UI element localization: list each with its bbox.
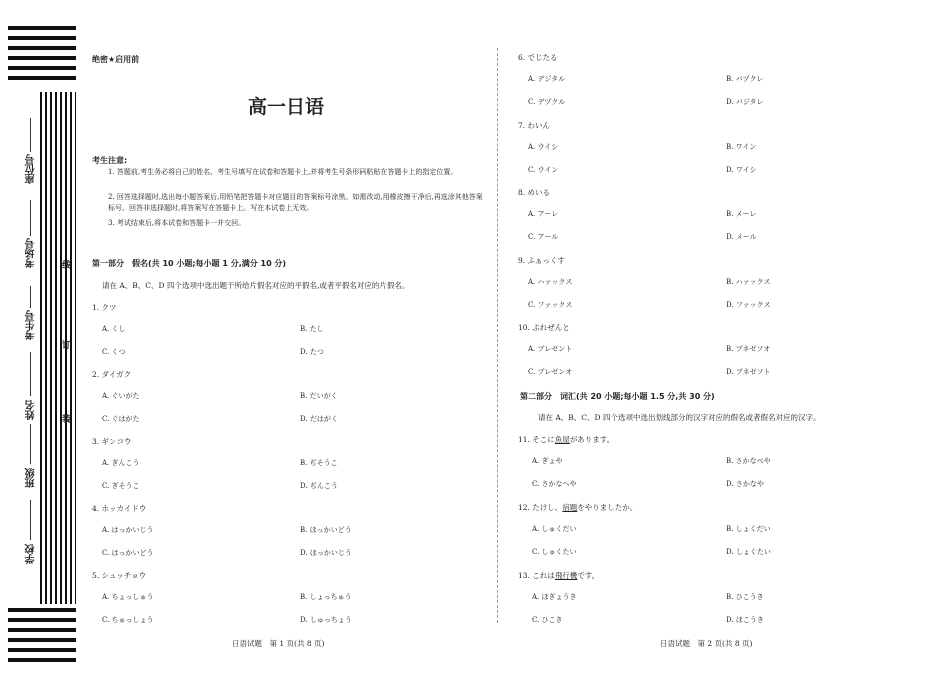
exam-title: 高一日语 — [248, 96, 325, 118]
option-c: C. しゅくたい — [532, 548, 577, 556]
question-stem — [518, 434, 614, 445]
option-d: D. ぢんこう — [300, 482, 338, 490]
page-divider — [497, 48, 499, 623]
option-b: B. ひこうき — [726, 593, 764, 601]
option-c: C. アール — [528, 233, 559, 241]
option-c: C. ひこき — [532, 616, 563, 624]
option-d: D. たつ — [300, 348, 324, 356]
seal-bind-char: 装 — [62, 415, 72, 425]
fill-line — [30, 500, 31, 540]
option-c: C. プレゼンオ — [528, 368, 573, 376]
underlined-word: 宿題 — [562, 503, 578, 512]
stripe — [8, 648, 76, 652]
binding-margin — [0, 0, 90, 688]
question-stem: 5. シュッチョウ — [92, 571, 147, 580]
stripe — [8, 638, 76, 642]
option-b: B. ほっかいどう — [300, 526, 352, 534]
option-c: C. ちゅっしょう — [102, 616, 154, 624]
option-a: A. ぎょや — [532, 457, 563, 465]
exam-room-label: 考场号 — [26, 238, 37, 268]
option-b: B. バヅクレ — [726, 75, 764, 83]
fill-line — [30, 118, 31, 152]
stripe — [8, 46, 76, 50]
option-b: B. たし — [300, 325, 324, 333]
seat-number-label: 座位号 — [26, 154, 37, 184]
underlined-word: 魚屋 — [554, 435, 570, 444]
notice-item: 2. 回答选择题时,选出每小题答案后,用铅笔把答题卡对应题目的答案标号涂黑。如需改动,用橡皮擦干净后,再选涂其他答案标号。回答非选择题时,将答案写在答题卡上。写在本试卷上无效。 — [108, 193, 483, 212]
option-d: D. メール — [726, 233, 757, 241]
class-label: 班级 — [26, 468, 37, 488]
footer-left: 日语试题 第 1 页(共 8 页) — [232, 639, 325, 648]
fill-line — [30, 200, 31, 236]
option-d: D. プネゼソト — [726, 368, 771, 376]
stem-text: があります。 — [569, 435, 615, 444]
seal-order-char: 订 — [62, 341, 72, 351]
option-d: D. バジタレ — [726, 98, 764, 106]
school-label: 学校 — [26, 544, 37, 564]
option-a: A. ウイシ — [528, 142, 559, 151]
question-stem — [518, 570, 599, 581]
stem-text: 11. そこに — [518, 435, 555, 444]
question-stem: 8. めいる — [518, 188, 551, 197]
question-stem — [518, 502, 637, 513]
option-d: D. だはがく — [300, 415, 338, 423]
underlined-word: 飛行機 — [554, 571, 578, 580]
part1-instruction: 请在 A、B、C、D 四个选项中选出题干所给片假名对应的平假名,或者平假名对应的片假名。 — [102, 281, 410, 290]
option-c: C. はっかいどう — [102, 549, 154, 557]
option-d: D. しゅっちょう — [300, 616, 352, 624]
option-a: A. アーレ — [528, 210, 559, 218]
question-stem: 2. ダイガク — [92, 370, 132, 379]
name-label: 姓名 — [26, 400, 37, 420]
option-a: A. はっかいじう — [102, 526, 154, 534]
stripe — [8, 66, 76, 70]
option-b: B. メーレ — [726, 210, 757, 218]
seal-line-char: 线 — [62, 261, 72, 271]
option-a: A. ぎんこう — [102, 459, 140, 467]
option-a: A. プレゼント — [528, 345, 573, 353]
part2-heading: 第二部分 词汇(共 20 小题;每小题 1.5 分,共 30 分) — [520, 392, 715, 401]
stripe — [8, 628, 76, 632]
notice-item: 3. 考试结束后,将本试卷和答题卡一并交回。 — [108, 219, 246, 227]
question-stem: 7. わいん — [518, 120, 551, 130]
option-b: B. さかなべや — [726, 457, 771, 465]
stripe — [8, 26, 76, 30]
stripe — [8, 618, 76, 622]
part2-instruction: 请在 A、B、C、D 四个选项中选出划线部分的汉字对应的假名或者假名对应的汉字。 — [538, 413, 821, 422]
option-b: B. しょくだい — [726, 525, 771, 533]
option-d: D. ファックス — [726, 300, 771, 309]
option-c: C. ぎそうこ — [102, 482, 140, 490]
question-stem: 4. ホッカイドウ — [92, 504, 147, 513]
option-a: A. デジタル — [528, 75, 566, 83]
option-d: D. ほこうき — [726, 616, 764, 624]
fill-line — [30, 286, 31, 308]
stripe — [8, 608, 76, 612]
question-stem: 9. ふぁっくす — [518, 255, 566, 265]
option-a: A. くし — [102, 325, 126, 333]
stripe — [8, 36, 76, 40]
option-b: B. ぢそうこ — [300, 459, 338, 467]
option-d: D. さかなや — [726, 480, 764, 488]
option-a: A. ぐいがた — [102, 392, 140, 400]
option-c: C. デヅクル — [528, 98, 566, 106]
option-b: B. だいがく — [300, 392, 338, 400]
option-c: C. ぐはがた — [102, 415, 140, 423]
fill-line — [30, 424, 31, 464]
notice-heading: 考生注意: — [92, 156, 128, 165]
option-d: D. ワイシ — [726, 165, 757, 174]
stem-text: です。 — [577, 571, 600, 580]
stripe — [8, 56, 76, 60]
stem-text: 13. これは — [518, 571, 555, 580]
fill-line — [30, 352, 31, 396]
student-number-label: 考生号 — [26, 310, 37, 340]
notice-item: 1. 答题前,考生务必将自己的姓名、考生号填写在试卷和答题卡上,并将考生号条形码粘贴在答题卡上的指定位置。 — [108, 168, 458, 176]
option-a: A. ちょっしゅう — [102, 593, 154, 601]
option-c: C. くつ — [102, 348, 126, 356]
option-c: C. ファックス — [528, 300, 573, 309]
question-stem: 1. クツ — [92, 303, 117, 312]
option-b: B. ワイン — [726, 142, 757, 151]
stripe — [8, 658, 76, 662]
stem-text: をやりましたか。 — [577, 503, 638, 512]
question-stem: 6. でじたる — [518, 53, 558, 62]
option-d: D. ほっかいじう — [300, 549, 352, 557]
option-b: B. しょっちゅう — [300, 593, 352, 601]
option-c: C. さかなへや — [532, 480, 577, 488]
option-b: B. ハァックス — [726, 277, 771, 286]
option-c: C. ウイン — [528, 165, 559, 174]
stem-text: 12. たけし、 — [518, 503, 563, 512]
footer-right: 日语试题 第 2 页(共 8 页) — [660, 639, 753, 648]
question-stem: 3. ギンコウ — [92, 437, 132, 446]
option-d: D. しょくたい — [726, 548, 771, 556]
option-a: A. ハァックス — [528, 277, 573, 286]
option-a: A. ほぎょうき — [532, 593, 577, 601]
part1-heading: 第一部分 假名(共 10 小题;每小题 1 分,满分 10 分) — [92, 259, 287, 268]
confidential-mark: 绝密★启用前 — [92, 55, 140, 64]
option-a: A. しゅくだい — [532, 525, 577, 533]
stripe — [8, 76, 76, 80]
option-b: B. プネゼソオ — [726, 345, 771, 353]
question-stem: 10. ぷれぜんと — [518, 323, 570, 332]
